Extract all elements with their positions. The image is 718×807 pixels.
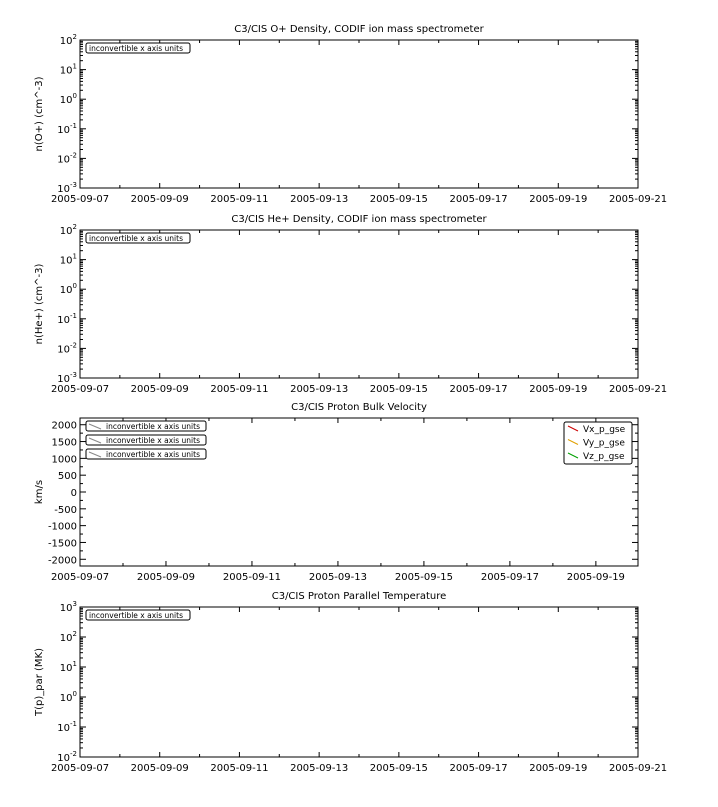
y-tick-label: $10^1$ (59, 660, 77, 674)
x-tick-label: 2005-09-09 (136, 572, 196, 583)
y-tick-label: $10^{-2}$ (57, 151, 77, 166)
legend-entry: Vy_p_gse (583, 438, 625, 449)
y-axis-label: km/s (34, 479, 45, 505)
y-tick-label: 2000 (51, 420, 77, 432)
x-tick-label: 2005-09-13 (290, 384, 349, 395)
x-tick-label: 2005-09-13 (290, 763, 349, 774)
y-tick-label: $10^{-2}$ (57, 750, 77, 764)
chart-title: C3/CIS O+ Density, CODIF ion mass spectrometer (234, 24, 484, 35)
x-tick-label: 2005-09-17 (449, 384, 508, 395)
y-tick-label: $10^{-1}$ (57, 311, 77, 326)
chart-panel-3 (34, 402, 638, 583)
chart-panel-4 (34, 591, 667, 774)
x-tick-label: 2005-09-19 (566, 572, 625, 583)
x-tick-label: 2005-09-15 (369, 763, 428, 774)
y-tick-label: $10^0$ (59, 690, 77, 704)
y-tick-label: $10^2$ (59, 223, 77, 237)
x-tick-label: 2005-09-17 (449, 194, 508, 205)
x-tick-label: 2005-09-07 (50, 384, 110, 395)
chart-title: C3/CIS Proton Bulk Velocity (291, 402, 427, 413)
y-tick-label: $10^2$ (59, 630, 77, 644)
x-tick-label: 2005-09-07 (50, 763, 110, 774)
annotation-text: inconvertible x axis units (106, 422, 200, 431)
annotation-text: inconvertible x axis units (89, 44, 183, 53)
chart-panel-1 (34, 24, 667, 205)
y-tick-label: $10^0$ (59, 282, 77, 297)
x-tick-label: 2005-09-09 (130, 194, 189, 205)
y-tick-label: -2000 (47, 555, 77, 567)
y-tick-label: $10^{-2}$ (57, 341, 77, 356)
legend-entry: Vz_p_gse (583, 452, 625, 462)
x-tick-label: 2005-09-15 (394, 572, 453, 583)
x-tick-label: 2005-09-11 (222, 572, 282, 583)
y-tick-label: 0 (70, 488, 77, 499)
y-tick-label: $10^1$ (59, 252, 77, 267)
y-tick-label: $10^{-1}$ (57, 121, 77, 136)
y-tick-label: 1000 (51, 454, 77, 466)
y-tick-label: $10^0$ (59, 92, 77, 107)
y-axis-label: T(p)_par (MK) (34, 647, 45, 717)
chart-title: C3/CIS Proton Parallel Temperature (271, 591, 447, 602)
annotation-text: inconvertible x axis units (89, 234, 183, 243)
x-tick-label: 2005-09-17 (449, 763, 508, 774)
x-tick-label: 2005-09-21 (608, 194, 668, 205)
plot-frame (80, 607, 638, 757)
x-tick-label: 2005-09-19 (529, 384, 588, 395)
x-tick-label: 2005-09-09 (130, 384, 189, 395)
y-tick-label: $10^3$ (59, 600, 77, 614)
y-tick-label: $10^{-3}$ (57, 371, 77, 385)
x-tick-label: 2005-09-11 (210, 194, 269, 205)
x-tick-label: 2005-09-07 (50, 194, 110, 205)
y-tick-label: 500 (57, 471, 77, 483)
x-tick-label: 2005-09-15 (369, 384, 428, 395)
y-tick-label: 1500 (51, 437, 77, 449)
chart-title: C3/CIS He+ Density, CODIF ion mass spectrometer (231, 214, 487, 225)
x-tick-label: 2005-09-09 (130, 763, 189, 774)
x-tick-label: 2005-09-11 (210, 384, 269, 395)
x-tick-label: 2005-09-21 (608, 763, 668, 774)
plot-frame (80, 230, 638, 378)
y-tick-label: $10^{-1}$ (57, 720, 77, 734)
x-tick-label: 2005-09-21 (608, 384, 668, 395)
annotation-text: inconvertible x axis units (106, 436, 200, 445)
x-tick-label: 2005-09-19 (529, 194, 588, 205)
chart-panel-2 (34, 214, 667, 395)
annotation-text: inconvertible x axis units (106, 450, 200, 459)
y-tick-label: -500 (54, 504, 77, 516)
plot-frame (80, 40, 638, 188)
x-tick-label: 2005-09-19 (529, 763, 588, 774)
x-tick-label: 2005-09-13 (290, 194, 349, 205)
annotation-text: inconvertible x axis units (89, 611, 183, 620)
x-tick-label: 2005-09-13 (308, 572, 367, 583)
x-tick-label: 2005-09-15 (369, 194, 428, 205)
x-tick-label: 2005-09-11 (210, 763, 269, 774)
legend-entry: Vx_p_gse (583, 425, 626, 435)
y-tick-label: $10^{-3}$ (57, 181, 77, 195)
y-tick-label: -1500 (47, 538, 77, 550)
y-axis-label: n(O+) (cm^-3) (34, 76, 45, 152)
y-tick-label: $10^2$ (59, 33, 77, 47)
y-tick-label: $10^1$ (59, 62, 77, 77)
y-tick-label: -1000 (47, 521, 77, 533)
x-tick-label: 2005-09-07 (50, 572, 110, 583)
y-axis-label: n(He+) (cm^-3) (34, 263, 45, 345)
x-tick-label: 2005-09-17 (480, 572, 539, 583)
